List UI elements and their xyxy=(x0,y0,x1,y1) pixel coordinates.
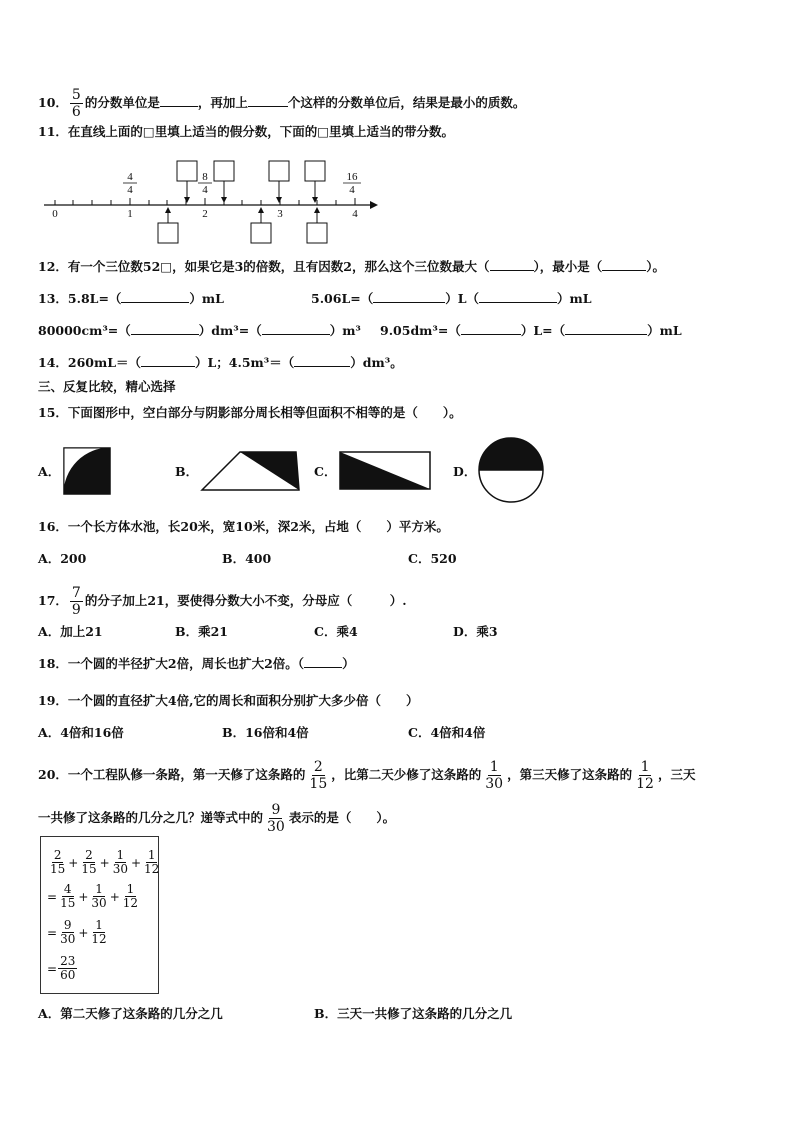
q18: 18．一个圆的半径扩大2倍，周长也扩大2倍。（ ） xyxy=(38,656,355,671)
shape-b-figure xyxy=(200,450,300,492)
calculation-box xyxy=(40,836,159,994)
q17-option-c[interactable]: C．乘4 xyxy=(314,624,358,639)
fraction-denominator: 4 xyxy=(349,184,355,196)
q19-option-a[interactable]: A．4倍和16倍 xyxy=(38,725,124,740)
q14: 14．260mL＝（ ）L；4.5m³＝（ ）dm³。 xyxy=(38,355,403,370)
q13-line2b: 9.05dm³=（ ）L=（ ）mL xyxy=(380,323,682,338)
tick-label: 1 xyxy=(127,208,133,220)
answer-box-top xyxy=(177,161,197,181)
fraction: $\frac{7}{9}$ xyxy=(71,585,81,618)
q10-number: 10． xyxy=(38,95,68,110)
q16-option-b[interactable]: B．400 xyxy=(222,551,272,566)
section-heading: 三、反复比较，精心选择 xyxy=(38,379,176,394)
q16: 16．一个长方体水池，长20米，宽10米，深2米，占地（ ）平方米。 xyxy=(38,519,449,534)
q15: 15．下面图形中，空白部分与阴影部分周长相等但面积不相等的是（ ）。 xyxy=(38,405,462,420)
fraction-denominator: 4 xyxy=(127,184,133,196)
answer-box-top xyxy=(305,161,325,181)
q15-option-d[interactable]: D． xyxy=(453,464,477,479)
q13-line1b: 5.06L=（ ）L（ ）mL xyxy=(311,291,592,306)
answer-box-top xyxy=(269,161,289,181)
answer-box-bottom xyxy=(158,223,178,243)
fraction-numerator: 4 xyxy=(127,171,133,183)
calc-line-2: = $\frac{4}{15}$ + $\frac{1}{30}$ + $\frac{1}{12}$ xyxy=(47,882,139,910)
q17-option-b[interactable]: B．乘21 xyxy=(175,624,228,639)
shape-d-figure xyxy=(476,437,546,503)
q16-option-c[interactable]: C．520 xyxy=(408,551,457,566)
tick-label: 0 xyxy=(52,208,58,220)
q15-option-b[interactable]: B． xyxy=(175,464,199,479)
q16-option-a[interactable]: A．200 xyxy=(38,551,87,566)
q20-line1: 20．一个工程队修一条路，第一天修了这条路的 $\frac{2}{15}$ ，比第二天少修了这条路的 $\frac{1}{30}$ ，第三天修了这条路的 $\frac{1}{12}$ ，三天 xyxy=(38,759,696,792)
answer-blank[interactable] xyxy=(479,290,557,303)
answer-blank[interactable] xyxy=(141,354,195,367)
q20-option-b[interactable]: B．三天一共修了这条路的几分之几 xyxy=(314,1006,513,1021)
fraction-numerator: 8 xyxy=(202,171,208,183)
q20-option-a[interactable]: A．第二天修了这条路的几分之几 xyxy=(38,1006,223,1021)
q20-line2: 一共修了这条路的几分之几？递等式中的 $\frac{9}{30}$ 表示的是（ ）。 xyxy=(38,802,396,835)
number-line-figure xyxy=(40,155,380,245)
tick-label: 3 xyxy=(277,208,283,220)
q15-option-a[interactable]: A． xyxy=(38,464,61,479)
q15-option-c[interactable]: C． xyxy=(314,464,337,479)
q12: 12．有一个三位数52□，如果它是3的倍数，且有因数2，那么这个三位数最大（ ），最小是（ ）。 xyxy=(38,259,666,274)
answer-blank[interactable] xyxy=(160,94,198,107)
q17-option-d[interactable]: D．乘3 xyxy=(453,624,498,639)
q19: 19．一个圆的直径扩大4倍,它的周长和面积分别扩大多少倍（ ） xyxy=(38,693,419,708)
q13-line2: 80000cm³=（ ）dm³=（ ）m³ xyxy=(38,323,361,338)
answer-blank[interactable] xyxy=(602,258,646,271)
fraction-numerator: 16 xyxy=(346,171,358,183)
tick-label: 2 xyxy=(202,208,208,220)
answer-blank[interactable] xyxy=(262,322,330,335)
calc-line-1: $\frac{2}{15}$ + $\frac{2}{15}$ + $\frac{1}{30}$ + $\frac{1}{12}$ xyxy=(50,848,160,876)
answer-blank[interactable] xyxy=(248,94,288,107)
q17: 17． $\frac{7}{9}$ 的分子加上21，要使得分数大小不变，分母应（ ）. xyxy=(38,585,407,618)
answer-blank[interactable] xyxy=(131,322,199,335)
answer-box-bottom xyxy=(251,223,271,243)
fraction: $\frac{9}{30}$ xyxy=(267,802,285,835)
q11: 11．在直线上面的□里填上适当的假分数，下面的□里填上适当的带分数。 xyxy=(38,124,455,139)
answer-blank[interactable] xyxy=(461,322,521,335)
tick-label: 4 xyxy=(352,208,358,220)
answer-blank[interactable] xyxy=(294,354,350,367)
q17-option-a[interactable]: A．加上21 xyxy=(38,624,103,639)
answer-box-bottom xyxy=(307,223,327,243)
fraction: $\frac{1}{12}$ xyxy=(636,759,654,792)
answer-blank[interactable] xyxy=(565,322,647,335)
shape-a-figure xyxy=(63,447,111,495)
answer-blank[interactable] xyxy=(121,290,189,303)
fraction: $\frac{1}{30}$ xyxy=(485,759,504,792)
q10: 10． $\frac{5}{6}$ 的分数单位是 ，再加上 个这样的分数单位后，结果是最小的质数。 xyxy=(38,87,526,120)
q19-option-c[interactable]: C．4倍和4倍 xyxy=(408,725,486,740)
shape-c-figure xyxy=(339,451,432,491)
answer-blank[interactable] xyxy=(490,258,534,271)
fraction-denominator: 4 xyxy=(202,184,208,196)
fraction: $\frac{2}{15}$ xyxy=(309,759,328,792)
arrow-head xyxy=(370,201,378,209)
fraction: $\frac{5}{6}$ xyxy=(71,87,81,120)
q19-option-b[interactable]: B．16倍和4倍 xyxy=(222,725,309,740)
q13-line1: 13．5.8L=（ ）mL xyxy=(38,291,224,306)
answer-blank[interactable] xyxy=(373,290,445,303)
answer-blank[interactable] xyxy=(304,655,342,668)
calc-line-3: = $\frac{9}{30}$ + $\frac{1}{12}$ xyxy=(47,918,107,946)
answer-box-top xyxy=(214,161,234,181)
calc-line-4: = $\frac{23}{60}$ xyxy=(47,954,76,982)
